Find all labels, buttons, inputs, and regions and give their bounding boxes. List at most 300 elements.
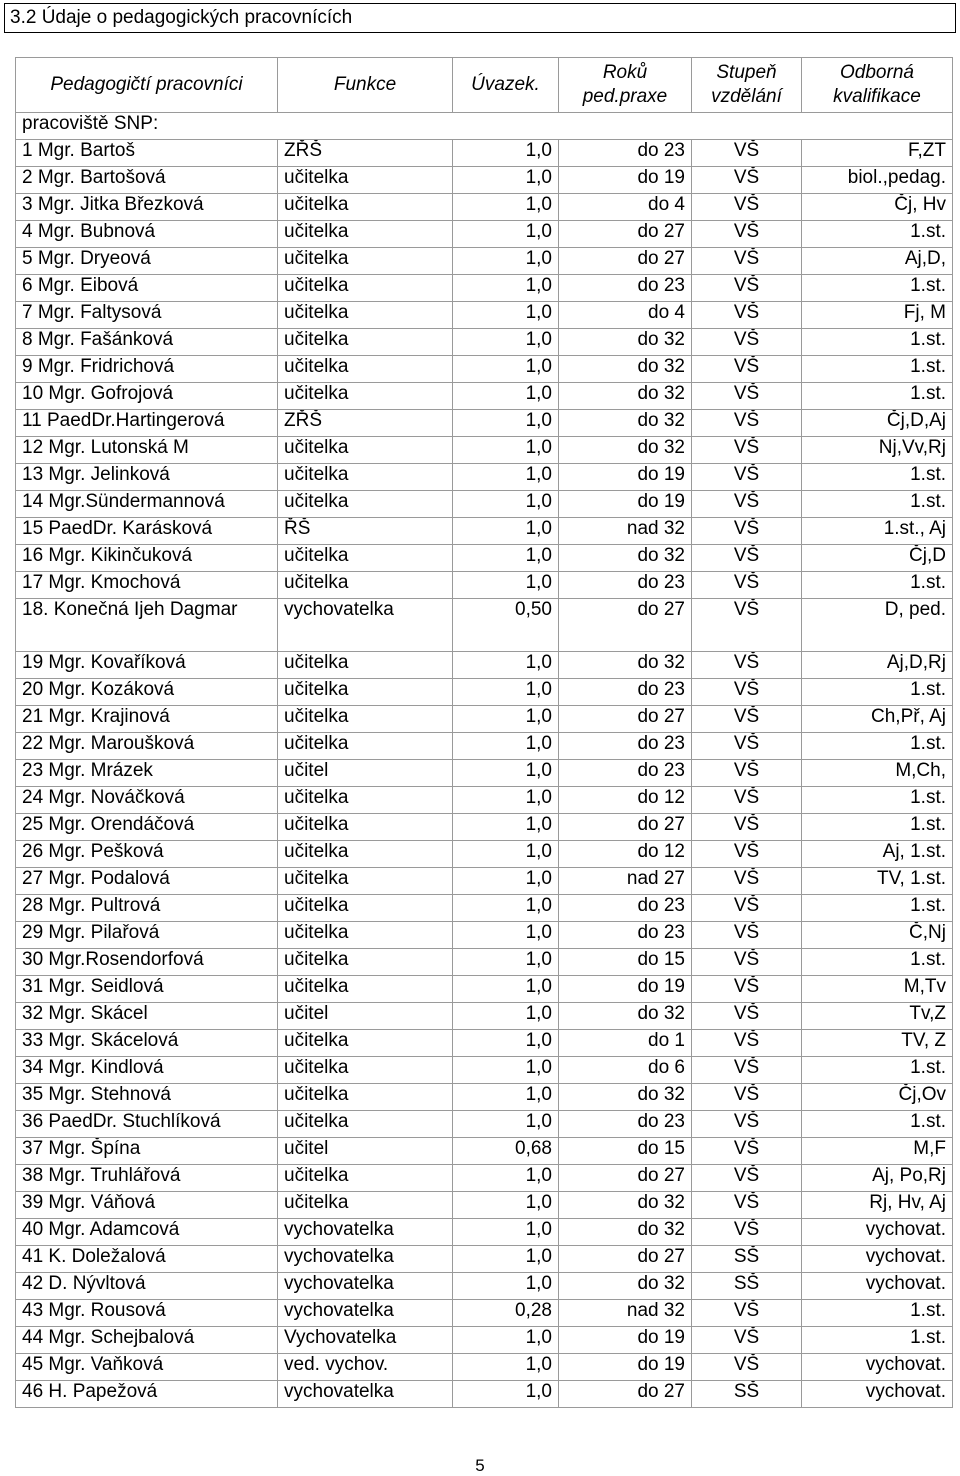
cell-name: 39 Mgr. Váňová [16,1192,278,1219]
cell-praxe: do 23 [559,275,692,302]
cell-funkce: vychovatelka [278,1219,453,1246]
cell-kvalifikace: vychovat. [802,1381,953,1408]
table-row [16,1273,953,1300]
cell-stupen: VŠ [692,787,802,814]
cell-kvalifikace: 1.st. [802,464,953,491]
cell-funkce: učitelka [278,976,453,1003]
cell-stupen: VŠ [692,1219,802,1246]
cell-name: 5 Mgr. Dryeová [16,248,278,275]
cell-funkce: vychovatelka [278,599,453,652]
cell-name: 19 Mgr. Kovaříková [16,652,278,679]
cell-praxe: do 27 [559,248,692,275]
header-uvazek: Úvazek. [453,58,559,113]
table-row [16,167,953,194]
cell-kvalifikace: 1.st. [802,679,953,706]
cell-name: 30 Mgr.Rosendorfová [16,949,278,976]
cell-funkce: vychovatelka [278,1273,453,1300]
cell-funkce: učitelka [278,706,453,733]
cell-praxe: do 23 [559,140,692,167]
cell-name: 20 Mgr. Kozáková [16,679,278,706]
cell-funkce: učitelka [278,1057,453,1084]
cell-funkce: učitelka [278,652,453,679]
cell-funkce: učitelka [278,491,453,518]
cell-name: 33 Mgr. Skácelová [16,1030,278,1057]
cell-kvalifikace: M,Tv [802,976,953,1003]
table-row [16,140,953,167]
cell-name: 13 Mgr. Jelinková [16,464,278,491]
cell-funkce: učitelka [278,545,453,572]
cell-stupen: VŠ [692,1111,802,1138]
cell-stupen: VŠ [692,383,802,410]
cell-kvalifikace: 1.st. [802,1327,953,1354]
table-row [16,1057,953,1084]
cell-name: 3 Mgr. Jitka Březková [16,194,278,221]
cell-name: 21 Mgr. Krajinová [16,706,278,733]
cell-kvalifikace: M,Ch, [802,760,953,787]
cell-uvazek: 1,0 [453,437,559,464]
cell-kvalifikace: 1.st. [802,895,953,922]
cell-name: 16 Mgr. Kikinčuková [16,545,278,572]
cell-praxe: do 32 [559,437,692,464]
cell-stupen: VŠ [692,814,802,841]
cell-stupen: VŠ [692,868,802,895]
cell-uvazek: 1,0 [453,329,559,356]
cell-uvazek: 1,0 [453,572,559,599]
page-number: 5 [475,1456,485,1475]
table-row [16,410,953,437]
table-row [16,1138,953,1165]
cell-stupen: VŠ [692,1057,802,1084]
cell-name: 34 Mgr. Kindlová [16,1057,278,1084]
table-body [16,113,953,1408]
cell-name: 38 Mgr. Truhlářová [16,1165,278,1192]
cell-uvazek: 1,0 [453,1165,559,1192]
cell-kvalifikace: Ch,Př, Aj [802,706,953,733]
cell-funkce: učitelka [278,383,453,410]
cell-kvalifikace: 1.st. [802,1300,953,1327]
cell-stupen: VŠ [692,1354,802,1381]
cell-stupen: VŠ [692,1030,802,1057]
cell-uvazek: 1,0 [453,841,559,868]
cell-uvazek: 1,0 [453,302,559,329]
staff-table [15,57,953,1408]
cell-praxe: do 27 [559,1165,692,1192]
table-row [16,814,953,841]
cell-praxe: nad 32 [559,518,692,545]
cell-funkce: učitelka [278,1111,453,1138]
cell-uvazek: 1,0 [453,275,559,302]
cell-praxe: do 19 [559,976,692,1003]
cell-uvazek: 1,0 [453,194,559,221]
cell-uvazek: 1,0 [453,652,559,679]
cell-praxe: do 12 [559,787,692,814]
cell-uvazek: 1,0 [453,976,559,1003]
cell-kvalifikace: 1.st., Aj [802,518,953,545]
cell-praxe: do 32 [559,356,692,383]
cell-name: 23 Mgr. Mrázek [16,760,278,787]
cell-kvalifikace: Aj,D, [802,248,953,275]
cell-funkce: učitel [278,1003,453,1030]
cell-funkce: učitelka [278,302,453,329]
cell-uvazek: 1,0 [453,706,559,733]
cell-praxe: do 27 [559,599,692,652]
cell-funkce: učitelka [278,814,453,841]
cell-stupen: VŠ [692,518,802,545]
cell-kvalifikace: 1.st. [802,356,953,383]
cell-name: 17 Mgr. Kmochová [16,572,278,599]
table-row [16,1219,953,1246]
cell-praxe: nad 32 [559,1300,692,1327]
cell-uvazek: 1,0 [453,1084,559,1111]
cell-praxe: do 23 [559,895,692,922]
cell-kvalifikace: 1.st. [802,814,953,841]
cell-praxe: do 27 [559,1381,692,1408]
cell-stupen: VŠ [692,464,802,491]
section-row [16,113,953,140]
cell-kvalifikace: 1.st. [802,572,953,599]
cell-praxe: do 1 [559,1030,692,1057]
cell-stupen: VŠ [692,841,802,868]
cell-uvazek: 1,0 [453,167,559,194]
cell-uvazek: 1,0 [453,464,559,491]
cell-kvalifikace: 1.st. [802,1111,953,1138]
cell-funkce: učitelka [278,733,453,760]
cell-kvalifikace: Čj, Hv [802,194,953,221]
cell-kvalifikace: 1.st. [802,491,953,518]
cell-stupen: VŠ [692,760,802,787]
cell-stupen: VŠ [692,248,802,275]
table-row [16,194,953,221]
cell-uvazek: 1,0 [453,1192,559,1219]
cell-uvazek: 1,0 [453,140,559,167]
cell-stupen: SŠ [692,1273,802,1300]
cell-kvalifikace: F,ZT [802,140,953,167]
table-row [16,1165,953,1192]
cell-kvalifikace: 1.st. [802,949,953,976]
cell-stupen: VŠ [692,356,802,383]
cell-uvazek: 1,0 [453,1354,559,1381]
cell-name: 27 Mgr. Podalová [16,868,278,895]
table-row [16,302,953,329]
cell-funkce: učitelka [278,221,453,248]
cell-stupen: VŠ [692,1138,802,1165]
cell-kvalifikace: vychovat. [802,1246,953,1273]
header-praxe: Roků ped.praxe [559,58,692,113]
cell-stupen: VŠ [692,976,802,1003]
cell-name: 7 Mgr. Faltysová [16,302,278,329]
cell-stupen: VŠ [692,491,802,518]
cell-kvalifikace: vychovat. [802,1219,953,1246]
cell-funkce: učitelka [278,868,453,895]
cell-name: 26 Mgr. Pešková [16,841,278,868]
cell-praxe: do 15 [559,949,692,976]
cell-kvalifikace: biol.,pedag. [802,167,953,194]
table-row [16,1354,953,1381]
cell-uvazek: 1,0 [453,1327,559,1354]
cell-praxe: do 32 [559,1084,692,1111]
table-row [16,1327,953,1354]
cell-praxe: do 27 [559,814,692,841]
cell-stupen: VŠ [692,706,802,733]
cell-kvalifikace: TV, 1.st. [802,868,953,895]
cell-praxe: do 19 [559,464,692,491]
cell-funkce: učitelka [278,437,453,464]
cell-name: 36 PaedDr. Stuchlíková [16,1111,278,1138]
cell-funkce: učitelka [278,1084,453,1111]
cell-praxe: do 23 [559,1111,692,1138]
cell-stupen: SŠ [692,1246,802,1273]
table-row [16,437,953,464]
cell-funkce: učitelka [278,275,453,302]
cell-name: 25 Mgr. Orendáčová [16,814,278,841]
table-row [16,383,953,410]
cell-kvalifikace: vychovat. [802,1273,953,1300]
cell-funkce: učitelka [278,787,453,814]
cell-praxe: do 15 [559,1138,692,1165]
cell-stupen: VŠ [692,652,802,679]
table-row [16,1300,953,1327]
cell-praxe: do 32 [559,410,692,437]
cell-kvalifikace: 1.st. [802,383,953,410]
cell-stupen: VŠ [692,679,802,706]
cell-name: 11 PaedDr.Hartingerová [16,410,278,437]
cell-kvalifikace: 1.st. [802,221,953,248]
cell-praxe: do 32 [559,1273,692,1300]
cell-praxe: do 4 [559,194,692,221]
cell-name: 9 Mgr. Fridrichová [16,356,278,383]
table-row [16,1192,953,1219]
cell-stupen: VŠ [692,275,802,302]
cell-name: 43 Mgr. Rousová [16,1300,278,1327]
cell-name: 28 Mgr. Pultrová [16,895,278,922]
cell-stupen: VŠ [692,733,802,760]
cell-praxe: do 32 [559,545,692,572]
cell-kvalifikace: Čj,D [802,545,953,572]
cell-stupen: VŠ [692,545,802,572]
cell-funkce: učitelka [278,167,453,194]
table-row [16,868,953,895]
cell-funkce: učitelka [278,248,453,275]
cell-stupen: VŠ [692,1327,802,1354]
cell-praxe: do 32 [559,383,692,410]
cell-uvazek: 0,68 [453,1138,559,1165]
table-row [16,1246,953,1273]
cell-stupen: VŠ [692,437,802,464]
cell-kvalifikace: Rj, Hv, Aj [802,1192,953,1219]
cell-name: 8 Mgr. Fašánková [16,329,278,356]
header-kvalifikace: Odborná kvalifikace [802,58,953,113]
cell-praxe: do 27 [559,706,692,733]
cell-funkce: učitelka [278,1165,453,1192]
cell-kvalifikace: Aj,D,Rj [802,652,953,679]
cell-kvalifikace: Čj,D,Aj [802,410,953,437]
cell-stupen: VŠ [692,221,802,248]
cell-kvalifikace: 1.st. [802,275,953,302]
cell-stupen: VŠ [692,1192,802,1219]
header-name: Pedagogičtí pracovníci [16,58,278,113]
cell-uvazek: 1,0 [453,679,559,706]
cell-uvazek: 1,0 [453,733,559,760]
cell-funkce: vychovatelka [278,1381,453,1408]
cell-uvazek: 1,0 [453,949,559,976]
cell-kvalifikace: 1.st. [802,733,953,760]
cell-funkce: vychovatelka [278,1246,453,1273]
cell-stupen: VŠ [692,167,802,194]
cell-kvalifikace: 1.st. [802,1057,953,1084]
header-funkce: Funkce [278,58,453,113]
cell-kvalifikace: TV, Z [802,1030,953,1057]
cell-name: 22 Mgr. Maroušková [16,733,278,760]
cell-kvalifikace: Fj, M [802,302,953,329]
cell-uvazek: 1,0 [453,221,559,248]
cell-praxe: do 6 [559,1057,692,1084]
cell-praxe: do 19 [559,167,692,194]
cell-uvazek: 1,0 [453,410,559,437]
table-row [16,706,953,733]
cell-name: 14 Mgr.Sündermannová [16,491,278,518]
cell-stupen: VŠ [692,1300,802,1327]
cell-name: 44 Mgr. Schejbalová [16,1327,278,1354]
table-row [16,1381,953,1408]
table-row [16,949,953,976]
cell-funkce: učitelka [278,464,453,491]
cell-funkce: učitelka [278,329,453,356]
section-heading: 3.2 Údaje o pedagogických pracovnících [4,3,956,33]
cell-praxe: do 19 [559,491,692,518]
table-row [16,679,953,706]
table-row [16,248,953,275]
cell-funkce: učitel [278,1138,453,1165]
table-row [16,572,953,599]
cell-stupen: VŠ [692,1003,802,1030]
cell-uvazek: 1,0 [453,1246,559,1273]
cell-stupen: VŠ [692,949,802,976]
cell-stupen: VŠ [692,194,802,221]
cell-kvalifikace: D, ped. [802,599,953,652]
cell-stupen: VŠ [692,140,802,167]
cell-praxe: do 32 [559,1219,692,1246]
cell-stupen: VŠ [692,922,802,949]
cell-uvazek: 1,0 [453,248,559,275]
cell-kvalifikace: Nj,Vv,Rj [802,437,953,464]
table-header-row [16,58,953,113]
table-row [16,787,953,814]
cell-uvazek: 1,0 [453,922,559,949]
table-row [16,922,953,949]
cell-praxe: do 32 [559,329,692,356]
table-row [16,545,953,572]
table-row [16,1003,953,1030]
cell-praxe: do 23 [559,922,692,949]
cell-praxe: do 23 [559,572,692,599]
cell-funkce: učitelka [278,572,453,599]
table-row [16,464,953,491]
cell-name: 24 Mgr. Nováčková [16,787,278,814]
cell-name: 6 Mgr. Eibová [16,275,278,302]
cell-praxe: do 32 [559,1192,692,1219]
cell-praxe: do 12 [559,841,692,868]
cell-stupen: VŠ [692,1165,802,1192]
table-row [16,733,953,760]
table-row [16,599,953,652]
cell-name: 15 PaedDr. Karásková [16,518,278,545]
cell-praxe: do 23 [559,760,692,787]
cell-funkce: učitelka [278,1030,453,1057]
cell-uvazek: 1,0 [453,760,559,787]
table-row [16,976,953,1003]
cell-funkce: učitelka [278,922,453,949]
cell-stupen: VŠ [692,410,802,437]
cell-uvazek: 1,0 [453,868,559,895]
cell-kvalifikace: vychovat. [802,1354,953,1381]
table-row [16,329,953,356]
cell-name: 10 Mgr. Gofrojová [16,383,278,410]
table-row [16,491,953,518]
cell-funkce: vychovatelka [278,1300,453,1327]
cell-funkce: učitelka [278,356,453,383]
table-row [16,518,953,545]
cell-uvazek: 1,0 [453,491,559,518]
cell-uvazek: 1,0 [453,1273,559,1300]
cell-uvazek: 0,28 [453,1300,559,1327]
cell-uvazek: 0,50 [453,599,559,652]
cell-kvalifikace: M,F [802,1138,953,1165]
cell-praxe: do 23 [559,733,692,760]
cell-praxe: nad 27 [559,868,692,895]
cell-name: 18. Konečná Ijeh Dagmar [16,599,278,652]
cell-funkce: Vychovatelka [278,1327,453,1354]
cell-name: 37 Mgr. Špína [16,1138,278,1165]
cell-name: 12 Mgr. Lutonská M [16,437,278,464]
cell-funkce: učitelka [278,949,453,976]
cell-praxe: do 27 [559,221,692,248]
table-row [16,652,953,679]
cell-uvazek: 1,0 [453,1111,559,1138]
cell-name: 29 Mgr. Pilařová [16,922,278,949]
table-row [16,356,953,383]
cell-name: 46 H. Papežová [16,1381,278,1408]
header-stupen: Stupeň vzdělání [692,58,802,113]
cell-praxe: do 19 [559,1327,692,1354]
cell-funkce: učitelka [278,679,453,706]
table-row [16,760,953,787]
cell-uvazek: 1,0 [453,1030,559,1057]
cell-uvazek: 1,0 [453,1381,559,1408]
cell-kvalifikace: Čj,Ov [802,1084,953,1111]
cell-praxe: do 27 [559,1246,692,1273]
cell-funkce: ŘŠ [278,518,453,545]
table-row [16,1111,953,1138]
cell-kvalifikace: Aj, 1.st. [802,841,953,868]
cell-stupen: VŠ [692,572,802,599]
cell-kvalifikace: Č,Nj [802,922,953,949]
cell-name: 32 Mgr. Skácel [16,1003,278,1030]
cell-funkce: ved. vychov. [278,1354,453,1381]
table-row [16,1084,953,1111]
cell-name: 4 Mgr. Bubnová [16,221,278,248]
cell-kvalifikace: Tv,Z [802,1003,953,1030]
cell-uvazek: 1,0 [453,814,559,841]
cell-name: 41 K. Doležalová [16,1246,278,1273]
cell-name: 1 Mgr. Bartoš [16,140,278,167]
cell-kvalifikace: 1.st. [802,329,953,356]
cell-funkce: učitelka [278,895,453,922]
cell-uvazek: 1,0 [453,545,559,572]
table-row [16,275,953,302]
cell-funkce: ZŘŠ [278,140,453,167]
cell-stupen: VŠ [692,599,802,652]
cell-praxe: do 19 [559,1354,692,1381]
